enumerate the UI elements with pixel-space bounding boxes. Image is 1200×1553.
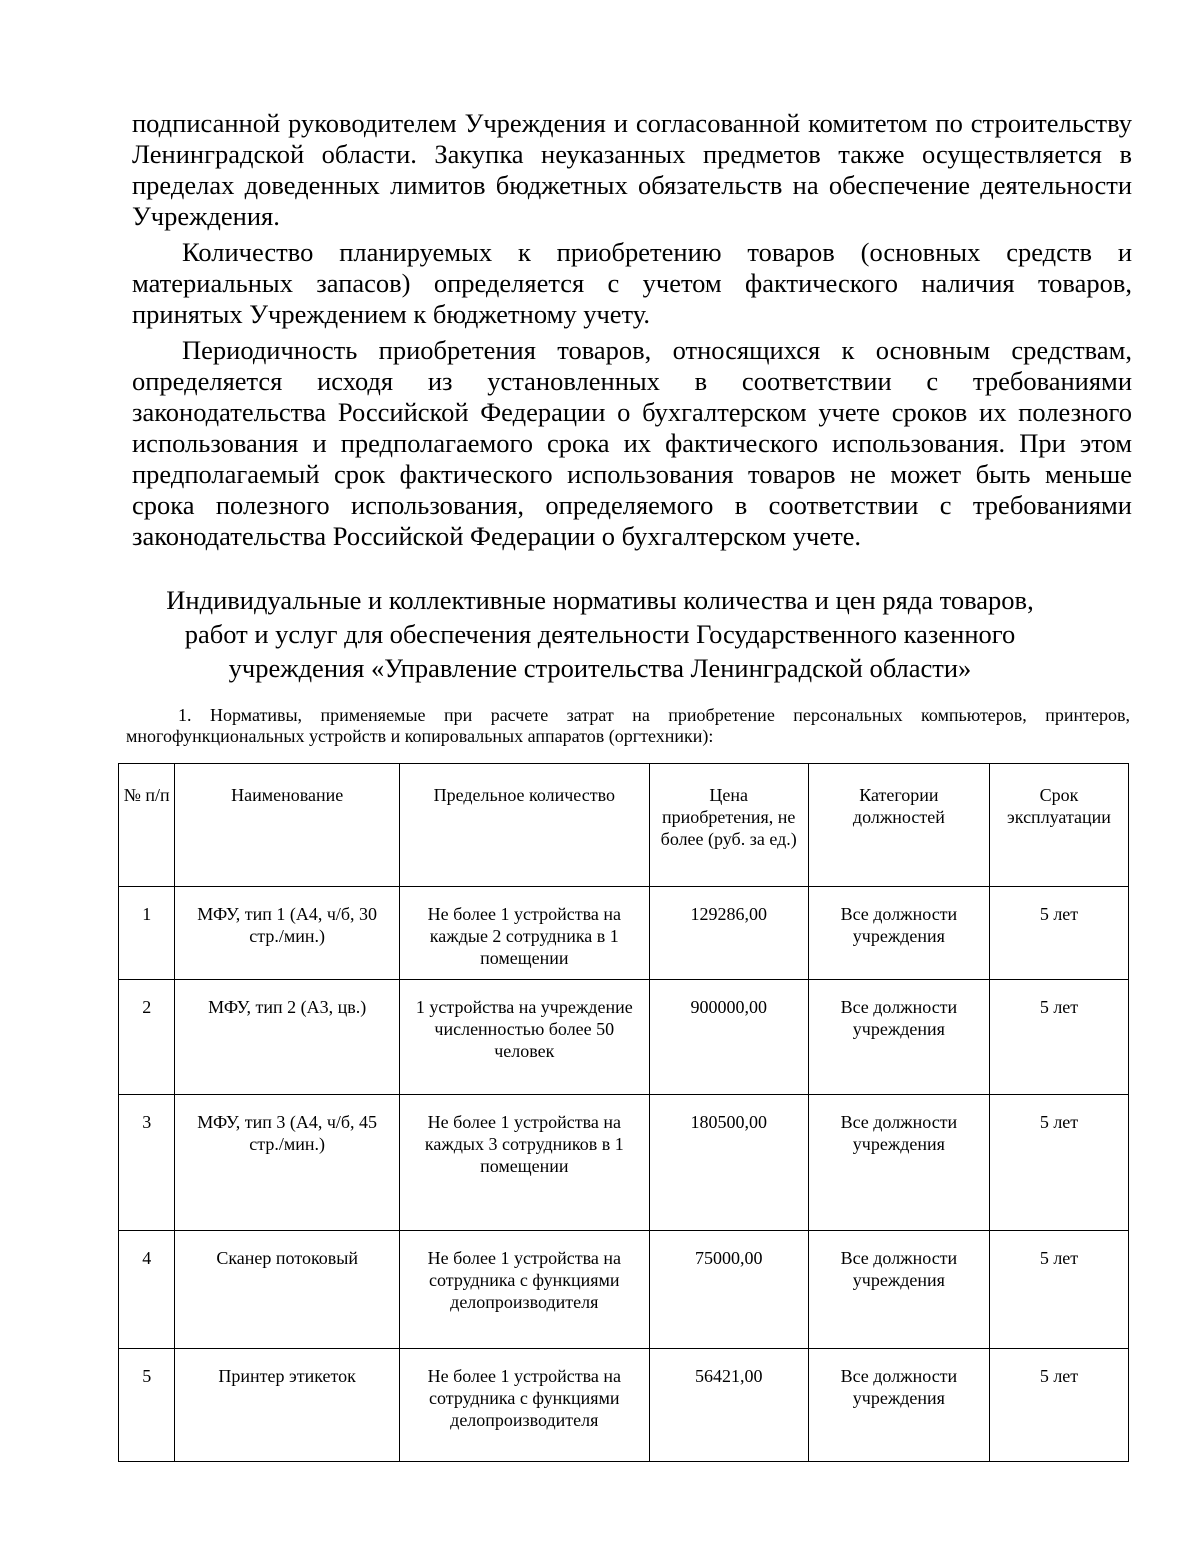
cell-term: 5 лет xyxy=(990,980,1129,1095)
cell-name: МФУ, тип 3 (А4, ч/б, 45 стр./мин.) xyxy=(175,1095,400,1231)
header-name: Наименование xyxy=(175,764,400,887)
table-row xyxy=(119,1349,1129,1462)
cell-category: Все должности учреждения xyxy=(808,1231,989,1349)
cell-num: 3 xyxy=(119,1095,175,1231)
cell-price: 129286,00 xyxy=(649,887,808,980)
heading-line: работ и услуг для обеспечения деятельности Государственного казенного xyxy=(184,619,1016,649)
cell-term: 5 лет xyxy=(990,1349,1129,1462)
cell-qty: Не более 1 устройства на каждые 2 сотрудника в 1 помещении xyxy=(399,887,649,980)
cell-num: 4 xyxy=(119,1231,175,1349)
table-row xyxy=(119,887,1129,980)
cell-term: 5 лет xyxy=(990,1095,1129,1231)
cell-category: Все должности учреждения xyxy=(808,980,989,1095)
cell-price: 180500,00 xyxy=(649,1095,808,1231)
cell-qty: Не более 1 устройства на сотрудника с функциями делопроизводителя xyxy=(399,1231,649,1349)
cell-num: 5 xyxy=(119,1349,175,1462)
cell-name: Принтер этикеток xyxy=(175,1349,400,1462)
table-row xyxy=(119,980,1129,1095)
cell-price: 56421,00 xyxy=(649,1349,808,1462)
header-price: Цена приобретения, не более (руб. за ед.) xyxy=(649,764,808,887)
paragraph: Количество планируемых к приобретению товаров (основных средств и материальных запасов) определяется с учетом фактического наличия товаров, принятых Учреждением к бюджетному учету. xyxy=(132,237,1132,329)
cell-name: МФУ, тип 2 (А3, цв.) xyxy=(175,980,400,1095)
header-qty: Предельное количество xyxy=(399,764,649,887)
cell-price: 75000,00 xyxy=(649,1231,808,1349)
cell-qty: 1 устройства на учреждение численностью более 50 человек xyxy=(399,980,649,1095)
table-header-row xyxy=(119,764,1129,887)
header-num: № п/п xyxy=(119,764,175,887)
header-term: Срок эксплуатации xyxy=(990,764,1129,887)
header-category: Категории должностей xyxy=(808,764,989,887)
cell-category: Все должности учреждения xyxy=(808,1095,989,1231)
heading-line: Индивидуальные и коллективные нормативы количества и цен ряда товаров, xyxy=(166,585,1034,615)
cell-num: 1 xyxy=(119,887,175,980)
cell-price: 900000,00 xyxy=(649,980,808,1095)
norms-table xyxy=(118,763,1129,1462)
cell-name: МФУ, тип 1 (А4, ч/б, 30 стр./мин.) xyxy=(175,887,400,980)
table-row xyxy=(119,1231,1129,1349)
cell-category: Все должности учреждения xyxy=(808,887,989,980)
cell-category: Все должности учреждения xyxy=(808,1349,989,1462)
cell-num: 2 xyxy=(119,980,175,1095)
heading-line: учреждения «Управление строительства Ленинградской области» xyxy=(228,653,972,683)
cell-qty: Не более 1 устройства на каждых 3 сотрудников в 1 помещении xyxy=(399,1095,649,1231)
cell-qty: Не более 1 устройства на сотрудника с функциями делопроизводителя xyxy=(399,1349,649,1462)
table-row xyxy=(119,1095,1129,1231)
table-intro: 1. Нормативы, применяемые при расчете затрат на приобретение персональных компьютеров, принтеров, многофункциональных устройств и копировальных аппаратов (оргтехники): xyxy=(126,705,1130,746)
cell-name: Сканер потоковый xyxy=(175,1231,400,1349)
section-heading xyxy=(150,583,1050,685)
paragraph: Периодичность приобретения товаров, относящихся к основным средствам, определяется исходя из установленных в соответствии с требованиями законодательства Российской Федерации о бухгалтерском учете сроков их полезного использования и предполагаемого срока их фактического использования. При этом предполагаемый срок фактического использования товаров не может быть меньше срока полезного использования, определяемого в соответствии с требованиями законодательства Российской Федерации о бухгалтерском учете. xyxy=(132,335,1132,551)
cell-term: 5 лет xyxy=(990,887,1129,980)
body-text xyxy=(132,108,1132,557)
paragraph: подписанной руководителем Учреждения и согласованной комитетом по строительству Ленинградской области. Закупка неуказанных предметов также осуществляется в пределах доведенных лимитов бюджетных обязательств на обеспечение деятельности Учреждения. xyxy=(132,108,1132,231)
cell-term: 5 лет xyxy=(990,1231,1129,1349)
